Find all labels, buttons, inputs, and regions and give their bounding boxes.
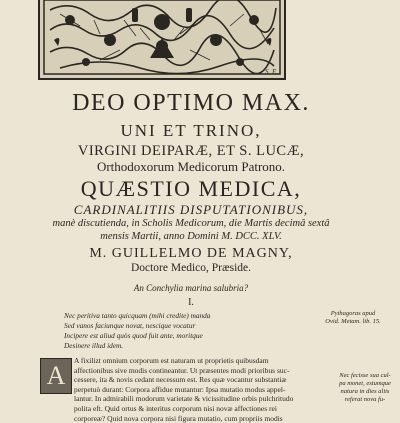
body-line: polita eft. Quid ortus & interitus corporum nisi novæ affectiones rei xyxy=(74,403,277,413)
title-patron: Orthodoxorum Medicorum Patrono. xyxy=(96,159,286,174)
subtitle-disputation: CARDINALITIIS DISPUTATIONIBUS, xyxy=(73,202,309,217)
title-quaestio: QUÆSTIO MEDICA, xyxy=(80,176,302,201)
title-virgin: VIRGINI DEIPARÆ, ET S. LUCÆ, xyxy=(77,143,305,159)
verse-line: Desinere illud idem. xyxy=(64,341,124,350)
section-number: I. xyxy=(188,297,194,308)
question-heading: An Conchylia marina salubria? xyxy=(133,283,249,293)
body-line: corporeæ? Quid nova corpora nisi figura mutatio, cum propriis modis xyxy=(74,413,283,423)
verse-line: Nec peritiva tanto quicquam (mihi credite) manda xyxy=(64,311,211,320)
president-name: M. GUILLELMO DE MAGNY, xyxy=(89,246,293,261)
body-line: A fixilizt omnium corporum est naturam ut proprietis quibusdam xyxy=(74,356,269,365)
ornament-monogram: S. E. xyxy=(264,68,278,76)
margin-note-line: Nec fecisse sua cul- xyxy=(339,372,391,379)
ornament-engraving xyxy=(40,0,284,78)
subtitle-year-line: mensis Martii, anno Domini M. DCC. XLV. xyxy=(100,231,282,242)
title-dedication: DEO OPTIMO MAX. xyxy=(72,90,310,116)
margin-note-comment xyxy=(330,372,400,404)
body-line: affectionibus sive modis contineantur. Ut præsentes modi prioribus suc- xyxy=(74,365,290,375)
margin-note-line: pa monet, estumque xyxy=(339,380,391,387)
ornamental-headpiece xyxy=(38,0,286,80)
verse-line: Incipere est aliud quòs quod fuit ante, moritque xyxy=(64,331,203,340)
body-line: cessere, ita & novis cedant necessum est. Res quæ vocantur substantiæ xyxy=(74,375,287,385)
president-title: Doctore Medico, Præside. xyxy=(130,262,252,274)
margin-note-line: natura in dies aliis xyxy=(340,388,390,395)
margin-note-source xyxy=(318,310,388,326)
subtitle-date-line: manè discutienda, in Scholis Medicorum, die Martis decimâ sextâ xyxy=(52,218,330,229)
body-line: lantur. In admirabili modorum varietate & vicissitudine orbis pulchritudo xyxy=(74,394,294,404)
body-paragraph xyxy=(74,356,324,423)
verse-line: Sed vanos faciunque novat, nescique vocatur xyxy=(64,321,196,330)
margin-note-line: Ovid. Metam. lib. 15. xyxy=(325,318,381,325)
drop-cap-initial: A xyxy=(40,358,72,394)
verse-quotation xyxy=(64,311,304,351)
title-trinity: UNI ET TRINO, xyxy=(120,121,262,140)
margin-note-line: Pythagoras apud xyxy=(330,310,376,317)
margin-note-line: referat nova fu- xyxy=(344,396,386,403)
body-line: perpetuò durant: Corpora affidue mutantur: Ipsa mutatio modus appel- xyxy=(74,384,286,394)
